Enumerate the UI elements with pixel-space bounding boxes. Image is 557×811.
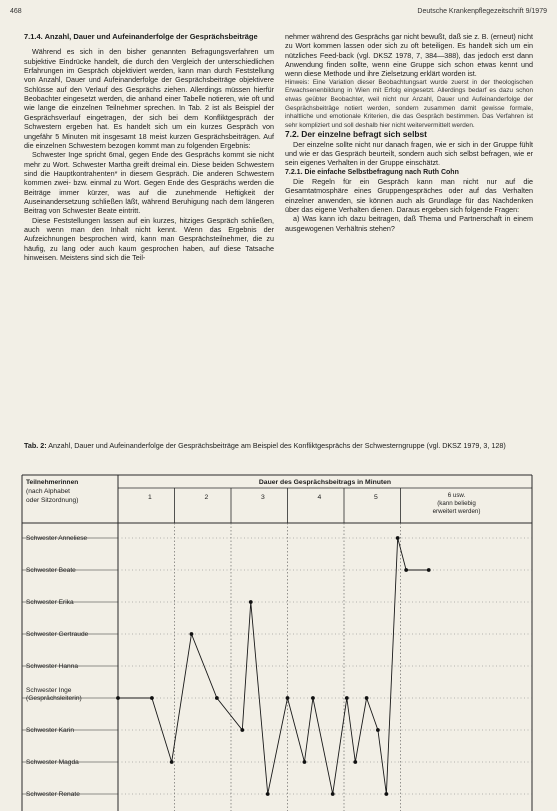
contribution-point xyxy=(345,696,349,700)
contribution-point xyxy=(311,696,315,700)
journal-title: Deutsche Krankenpflegezeitschrift 9/1979 xyxy=(417,8,547,15)
contribution-point xyxy=(303,760,307,764)
contribution-point xyxy=(215,696,219,700)
paragraph: Diese Feststellungen lassen auf ein kurzes, hitziges Gespräch schließen, auch wenn man den Inhalt nicht kennt. Wenn das Ergebnis der Aufzeichnungen besprochen wird, kann man Gesprächsteilnehmer, die zu häufig, zu lang oder auch kaum gesprochen haben, auf diese Tatsache hinweisen. Meistens sind sich die Teil- xyxy=(24,215,274,262)
participant-label: Schwester Karin xyxy=(26,727,75,734)
minute-column-label: 1 xyxy=(148,494,152,501)
contribution-point xyxy=(190,632,194,636)
contribution-point xyxy=(396,536,400,540)
paragraph: Während es sich in den bisher genannten Befragungsverfahren um subjektive Eindrücke handelt, die durch den Vergleich der unterschiedlichen Erfahrungen im Gespräch objektiviert werden, kann man durch Feststellung von Anzahl, Dauer und Aufeinanderfolge der Gesprächsbeiträge objektivere Schlüsse auf den Verlauf des Gesprächs ziehen. Allerdings müssen hierfür Beobachter eingesetzt werden, die anhand einer Tabelle notieren, wie oft und wie lange die einzelnen Teilnehmer sprechen. In Tab. 2 ist als Beispiel der Gesprächsverlauf eingetragen, der sich bei dem Konfliktgespräch der Schwestern ergeben hat. Es handelt sich um ein kurzes Gespräch von ungefähr 5 Minuten mit insgesamt 18 meist kurzen Gesprächsbeiträgen. Auf die einzelnen Schwestern bezogen kommt man zu folgenden Ergebnis: xyxy=(24,47,274,150)
participant-label: Schwester Anneliese xyxy=(26,535,88,542)
participants-header-line: oder Sitzordnung) xyxy=(26,497,79,504)
paragraph: nehmer während des Gesprächs gar nicht bewußt, daß sie z. B. (erneut) nicht zu Wort kommen lassen oder sich zu oft beteiligen. Es handelt sich um ein nützliches Feed-back (vgl. DKSZ 1978, 7, 384—388), das jedoch erst dann Anwendung finden sollte, wenn eine Gruppe sich schon etwas kennt und wenn diese Methode und ihre Zielsetzung erklärt worden ist. xyxy=(285,32,533,79)
contribution-point xyxy=(353,760,357,764)
contribution-point xyxy=(240,728,244,732)
subheading-7-2-1: 7.2.1. Die einfache Selbstbefragung nach Ruth Cohn xyxy=(285,168,459,176)
participant-label: Schwester Erika xyxy=(26,599,74,606)
conversation-path xyxy=(118,538,429,794)
participants-header-line: Teilnehmerinnen xyxy=(26,479,79,486)
last-column-label: erweitert werden) xyxy=(432,508,481,515)
page-number: 468 xyxy=(10,8,22,15)
section-heading-7-1-4: 7.1.4. Anzahl, Dauer und Aufeinanderfolge der Gesprächsbeiträge xyxy=(24,32,258,41)
contribution-point xyxy=(286,696,290,700)
contribution-point xyxy=(150,696,154,700)
minute-column-label: 5 xyxy=(374,494,378,501)
minute-column-label: 3 xyxy=(261,494,265,501)
contribution-point xyxy=(266,792,270,796)
minute-column-label: 2 xyxy=(204,494,209,501)
contribution-point xyxy=(170,760,174,764)
participant-label: Schwester Inge xyxy=(26,687,72,694)
contribution-point xyxy=(365,696,369,700)
contribution-point xyxy=(116,696,120,700)
participant-label: Schwester Renate xyxy=(26,791,80,798)
section-heading-7-2: 7.2. Der einzelne befragt sich selbst xyxy=(285,129,427,140)
paragraph: Schwester Inge spricht 6mal, gegen Ende des Gesprächs kommt sie nicht mehr zu Wort. Schwester Martha greift dreimal ein. Diese beiden Schwestern sind die Hauptkontrahenten* in diesem Gespräch. Die anderen Schwestern kommen zwei- bzw. einmal zu Wort. Gegen Ende des Gesprächs werden die Beiträge immer kürzer, was auf die zunehmende Heftigkeit der Auseinandersetzung schließen läßt, während Beruhigung nach dem längeren Beitrag von Schwester Beate eintritt. xyxy=(24,150,274,216)
participant-label: Schwester Hanna xyxy=(26,663,79,670)
participants-header-line: (nach Alphabet xyxy=(26,488,70,495)
contribution-point xyxy=(404,568,408,572)
participant-label: Schwester Gertraude xyxy=(26,631,89,638)
minute-column-label: 4 xyxy=(317,494,322,501)
paragraph: Der einzelne sollte nicht nur danach fragen, wie er sich in der Gruppe fühlt und wie er das Gespräch beurteilt, sondern auch sich selbst befragen, wie er sein eigenes Verhalten in der Gruppe einschätzt. xyxy=(285,139,533,168)
contribution-point xyxy=(427,568,431,572)
table-label: Tab. 2: xyxy=(24,441,47,450)
contribution-point xyxy=(376,728,380,732)
participant-label: (Gesprächsleiterin) xyxy=(26,695,82,702)
table-caption-text: Anzahl, Dauer und Aufeinanderfolge der Gesprächsbeiträge am Beispiel des Konfliktgesprächs der Schwesterngruppe (vgl. DKSZ 1979, 3, 128) xyxy=(48,441,506,450)
duration-header: Dauer des Gesprächsbeitrags in Minuten xyxy=(258,479,392,486)
contribution-point xyxy=(331,792,335,796)
contribution-point xyxy=(384,792,388,796)
last-column-label: (kann beliebig xyxy=(437,500,476,507)
paragraph: Die Regeln für ein Gespräch kann man nicht nur auf die Gesamtatmosphäre eines Gruppengespräches oder auf das Verhalten einzelner anwenden, sie können auch als Grundlage für das Nachdenken über das eigene Verhalten dienen. Daraus ergeben sich folgende Fragen: xyxy=(285,177,533,215)
participant-label: Schwester Beate xyxy=(26,567,76,574)
contribution-point xyxy=(249,600,253,604)
last-column-label: 6 usw. xyxy=(447,492,466,499)
question-a: a) Was kann ich dazu beitragen, daß Thema und Partnerschaft in einem ausgewogenen Verhältnis stehen? xyxy=(285,214,533,233)
participant-label: Schwester Magda xyxy=(26,759,79,766)
hint-note: Hinweis: Eine Variation dieser Beobachtungsart wurde zuerst in der theologischen Erwachsenenbildung in Wien mit Erfolg eingesetzt. Allerdings bedarf es dazu schon etwas geübter Beobachter, weil nicht nur Anzahl, Dauer und Aufeinanderfolge der Gesprächsbeiträge notiert werden, sondern zusammen damit gewisse formale, inhaltliche und emotionale Kriterien, die das Gespräch bestimmen. Das Verfahren ist sehr kompliziert und soll deshalb hier nicht weitervermittelt werden. xyxy=(285,78,533,129)
